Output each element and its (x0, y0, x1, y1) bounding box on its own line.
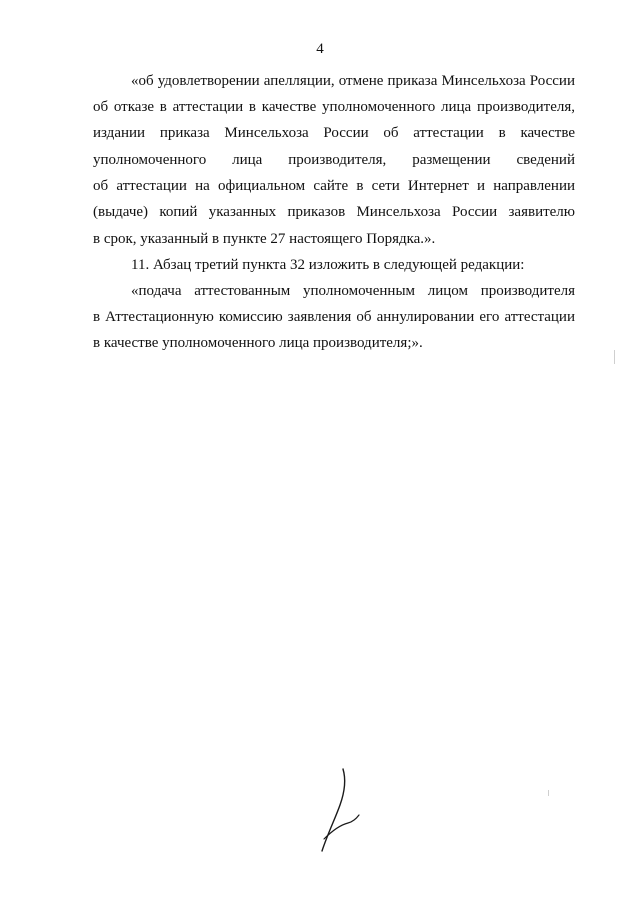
paragraph-line: «об удовлетворении апелляции, отмене приказа Минсельхоза России (131, 73, 575, 89)
paragraph-line: об аттестации на официальном сайте в сети Интернет и направлении (93, 178, 575, 194)
scan-edge-mark (614, 350, 615, 364)
page-number: 4 (316, 41, 324, 57)
paragraph-line: уполномоченного лица производителя, размещении сведений (93, 152, 575, 168)
scan-edge-mark (548, 790, 549, 796)
paragraph-line: «подача аттестованным уполномоченным лицом производителя (131, 283, 575, 299)
paragraph-line: в качестве уполномоченного лица производителя;». (93, 335, 423, 351)
paragraph-line: 11. Абзац третий пункта 32 изложить в следующей редакции: (131, 257, 525, 273)
paragraph-line: в Аттестационную комиссию заявления об аннулировании его аттестации (93, 309, 575, 325)
signature-image (310, 765, 370, 855)
paragraph-line: (выдаче) копий указанных приказов Минсельхоза России заявителю (93, 204, 575, 220)
paragraph-line: об отказе в аттестации в качестве уполномоченного лица производителя, (93, 99, 575, 115)
paragraph-line: в срок, указанный в пункте 27 настоящего Порядка.». (93, 231, 436, 247)
paragraph-line: издании приказа Минсельхоза России об аттестации в качестве (93, 125, 575, 141)
